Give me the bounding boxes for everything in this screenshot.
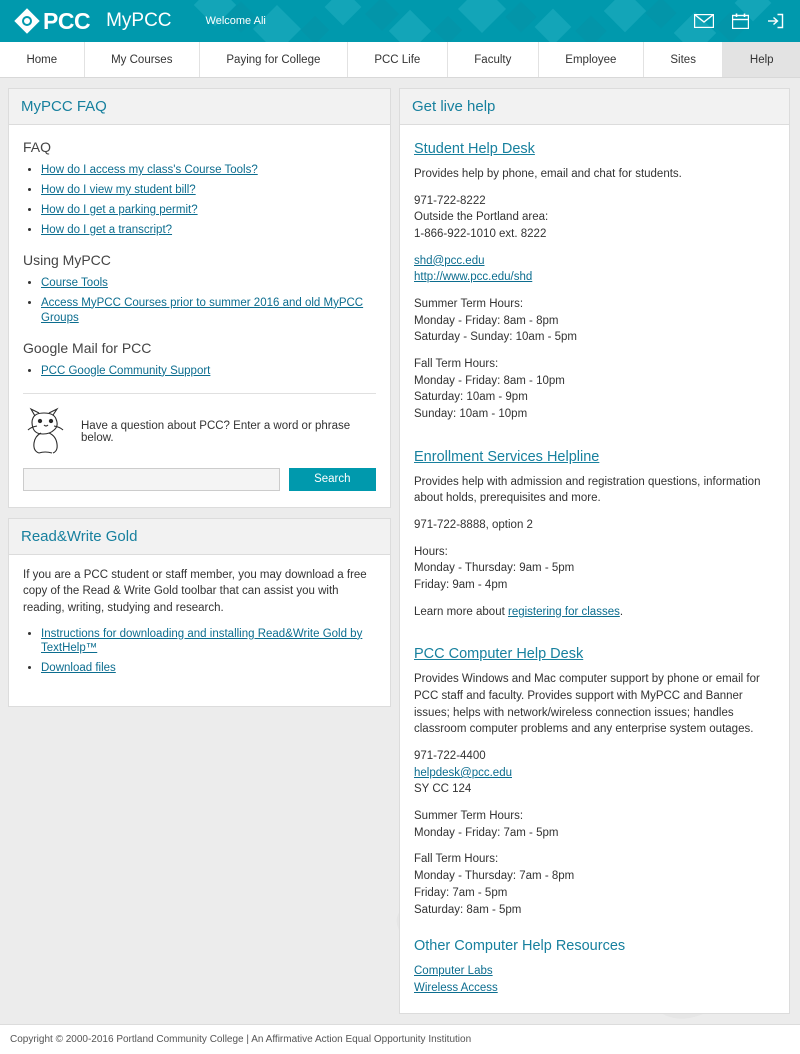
calendar-icon[interactable] (732, 13, 749, 29)
list-item (41, 163, 376, 178)
esh-registering-link[interactable]: registering for classes (507, 605, 620, 618)
search-prompt-row (23, 406, 376, 454)
nav-item-help[interactable]: Help (723, 42, 800, 77)
chd-summer-weekday: Monday - Friday: 7am - 5pm (414, 826, 559, 839)
shd-website-link[interactable]: http://www.pcc.edu/shd (414, 271, 533, 284)
nav-item-sites[interactable]: Sites (644, 42, 724, 77)
chd-phone: 971-722-4400 (414, 750, 486, 763)
copyright-text: Copyright © 2000-2016 Portland Community College | An Affirmative Action Equal Opportunity Institution (10, 1033, 472, 1045)
section-heading-pcc-computer-help-desk[interactable]: PCC Computer Help Desk (414, 646, 584, 663)
logo-text: PCC (43, 7, 91, 34)
rwg-link-instructions[interactable]: Instructions for downloading and installing Read&Write Gold by TextHelp™ (41, 627, 363, 655)
faq-panel-header (9, 89, 390, 125)
shd-fall-sunday: Sunday: 10am - 10pm (414, 408, 528, 421)
pcc-logo[interactable] (18, 8, 90, 35)
faq-link-transcript[interactable]: How do I get a transcript? (41, 223, 173, 236)
using-link-old-mypcc[interactable]: Access MyPCC Courses prior to summer 2016 and old MyPCC Groups (41, 296, 364, 324)
nav-item-paying-for-college[interactable]: Paying for College (200, 42, 348, 77)
mypcc-faq-panel (8, 88, 391, 508)
list-item (41, 296, 376, 326)
chd-intro-block (414, 671, 775, 738)
shd-fall-label: Fall Term Hours: (414, 358, 499, 371)
rwg-panel-header (9, 519, 390, 555)
help-panel-body (400, 125, 789, 1013)
chd-fall-weekday: Monday - Thursday: 7am - 8pm (414, 870, 575, 883)
read-write-gold-panel (8, 518, 391, 708)
shd-phone-block (414, 193, 775, 243)
chd-email-link[interactable]: helpdesk@pcc.edu (414, 766, 512, 779)
list-item (41, 203, 376, 218)
nav-item-faculty[interactable]: Faculty (448, 42, 539, 77)
faq-panel-title: MyPCC FAQ (21, 98, 107, 115)
nav-item-pcc-life[interactable]: PCC Life (348, 42, 448, 77)
shd-summer-weekday: Monday - Friday: 8am - 8pm (414, 314, 559, 327)
list-item (41, 223, 376, 238)
help-panel-header (400, 89, 789, 125)
page-body (0, 78, 800, 1024)
faq-panel-body (9, 125, 390, 507)
shd-summer-label: Summer Term Hours: (414, 298, 524, 311)
google-mail-heading: Google Mail for PCC (23, 339, 152, 356)
right-column (399, 88, 790, 1024)
nav-item-home[interactable]: Home (0, 42, 85, 77)
using-mypcc-link-list (23, 276, 376, 326)
google-mail-link-list (23, 364, 376, 379)
site-footer (0, 1024, 800, 1054)
rwg-paragraph: If you are a PCC student or staff member, you may download a free copy of the Read & Write Gold toolbar that can assist you with reading, writing, studying and research. (23, 568, 367, 614)
esh-hours-friday: Friday: 9am - 4pm (414, 579, 508, 592)
main-nav (0, 42, 800, 78)
chd-intro: Provides Windows and Mac computer support by phone or email for PCC staff and faculty. Provides support with MyPCC and Banner issues; helps with network/wireless connection issues; handles classroom computer problems and any enterprise system outages. (414, 673, 760, 736)
esh-phone-block (414, 517, 775, 534)
gmail-link-community-support[interactable]: PCC Google Community Support (41, 364, 211, 377)
list-item (41, 183, 376, 198)
nav-item-employee[interactable]: Employee (539, 42, 644, 77)
welcome-message: Welcome Ali (205, 15, 266, 27)
esh-hours-block (414, 544, 775, 594)
header-icon-group (694, 13, 784, 29)
chd-location: SY CC 124 (414, 783, 472, 796)
chd-fall-friday: Friday: 7am - 5pm (414, 886, 508, 899)
chd-contact-block (414, 748, 775, 798)
nav-item-my-courses[interactable]: My Courses (85, 42, 200, 77)
rwg-link-list (23, 627, 376, 677)
esh-learn-more-block (414, 604, 775, 621)
section-heading-student-help-desk[interactable]: Student Help Desk (414, 141, 535, 157)
shd-intro-block (414, 166, 775, 183)
search-input[interactable] (23, 468, 280, 491)
using-link-course-tools[interactable]: Course Tools (41, 276, 108, 289)
faq-link-student-bill[interactable]: How do I view my student bill? (41, 183, 196, 196)
esh-intro: Provides help with admission and registration questions, information about holds, prerequisites and more. (414, 475, 761, 505)
shd-email-link[interactable]: shd@pcc.edu (414, 254, 485, 267)
faq-link-parking-permit[interactable]: How do I get a parking permit? (41, 203, 198, 216)
other-resources-heading: Other Computer Help Resources (414, 938, 626, 955)
shd-fall-weekday: Monday - Friday: 8am - 10pm (414, 374, 565, 387)
rwg-link-download-files[interactable]: Download files (41, 662, 116, 675)
shd-outside-label: Outside the Portland area: (414, 211, 549, 224)
search-prompt-text: Have a question about PCC? Enter a word or phrase below. (81, 419, 351, 444)
rwg-panel-title: Read&Write Gold (21, 527, 138, 545)
left-column (8, 88, 391, 717)
esh-hours-label: Hours: (414, 545, 448, 558)
chd-summer-hours-block (414, 808, 775, 841)
section-heading-enrollment-services-helpline[interactable]: Enrollment Services Helpline (414, 448, 600, 465)
esh-hours-weekday: Monday - Thursday: 9am - 5pm (414, 562, 575, 575)
list-item (41, 661, 376, 676)
shd-fall-hours-block (414, 356, 775, 423)
shd-intro: Provides help by phone, email and chat for students. (414, 168, 682, 180)
shd-phone: 971-722-8222 (414, 194, 486, 207)
shd-contact-block (414, 253, 775, 286)
mascot-panther-icon (23, 406, 67, 454)
faq-link-list (23, 163, 376, 238)
chd-summer-label: Summer Term Hours: (414, 810, 524, 823)
rwg-panel-body (9, 555, 390, 707)
esh-intro-block (414, 474, 775, 507)
help-panel-title: Get live help (412, 98, 496, 115)
shd-outside-phone: 1-866-922-1010 ext. 8222 (414, 228, 547, 241)
other-link-computer-labs[interactable]: Computer Labs (414, 965, 493, 978)
chd-fall-label: Fall Term Hours: (414, 853, 499, 866)
search-button[interactable]: Search (289, 468, 376, 491)
divider (23, 393, 376, 394)
esh-learn-more: Learn more about registering for classes. (414, 605, 624, 618)
shd-fall-saturday: Saturday: 10am - 9pm (414, 391, 528, 404)
other-link-wireless-access[interactable]: Wireless Access (414, 981, 498, 994)
app-name: MyPCC (106, 10, 172, 31)
esh-phone: 971-722-8888, option 2 (414, 519, 533, 532)
mail-icon[interactable] (694, 14, 714, 28)
chd-fall-saturday: Saturday: 8am - 5pm (414, 903, 522, 916)
pcc-diamond-icon (14, 8, 39, 33)
shd-summer-hours-block (414, 296, 775, 346)
logout-icon[interactable] (767, 13, 784, 29)
list-item (41, 276, 376, 291)
list-item (41, 627, 376, 657)
shd-summer-weekend: Saturday - Sunday: 10am - 5pm (414, 331, 577, 344)
faq-link-course-tools[interactable]: How do I access my class's Course Tools? (41, 164, 258, 176)
faq-search-controls (23, 468, 376, 491)
using-mypcc-heading: Using MyPCC (23, 251, 111, 268)
chd-fall-hours-block (414, 851, 775, 918)
list-item (41, 364, 376, 379)
site-header (0, 0, 800, 42)
faq-heading: FAQ (23, 139, 52, 155)
get-live-help-panel (399, 88, 790, 1014)
